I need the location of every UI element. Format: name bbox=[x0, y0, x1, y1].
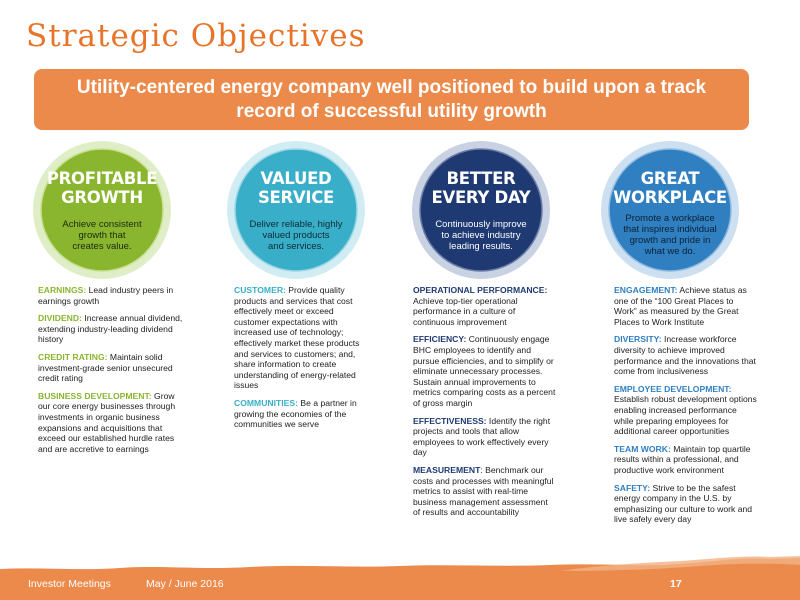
column-better-every-day bbox=[413, 285, 556, 525]
badge-title: BETTER EVERY DAY bbox=[431, 169, 531, 207]
badge-subtitle: Deliver reliable, highly valued products and services. bbox=[249, 219, 343, 252]
badge-circle-blue bbox=[600, 140, 740, 280]
badge-title: VALUED SERVICE bbox=[257, 169, 335, 207]
badge-subtitle: Promote a workplace that inspires individual growth and pride in what we do. bbox=[623, 213, 717, 257]
objective-item: COMMUNITIES: Be a partner in growing the economies of the communities we serve bbox=[234, 397, 357, 430]
objective-item: ENGAGEMENT: Achieve status as one of the “100 Great Places to Work” as measured by the Great Places to Work Institute bbox=[614, 285, 747, 327]
banner-line-2: record of successful utility growth bbox=[236, 101, 547, 122]
objective-item: EMPLOYEE DEVELOPMENT: Establish robust development options enabling increased performance while preparing employees for additional career opportunities bbox=[614, 383, 757, 437]
badge-circle-green bbox=[32, 140, 172, 280]
objective-item: DIVIDEND: Increase annual dividend, extending industry-leading dividend history bbox=[38, 313, 183, 345]
objective-item: EFFICIENCY: Continuously engage BHC employees to identify and pursue efficiencies, and to simplify or eliminate unnecessary processes. Sustain annual improvements to metrics comparing costs as a percent of gross margin bbox=[413, 334, 556, 408]
page-number: 17 bbox=[670, 578, 682, 590]
column-valued-service bbox=[234, 285, 366, 437]
badge-title: GREAT WORKPLACE bbox=[613, 169, 727, 207]
objective-item: BUSINESS DEVELOPMENT: Grow our core energy businesses through investments in organic business expansions and acquisitions that exceed our established hurdle rates and are accretive to earnings bbox=[38, 390, 176, 454]
objective-item: MEASUREMENT: Benchmark our costs and processes with meaningful metrics to assist with real-time business management assessment of results and accountability bbox=[413, 464, 554, 518]
objective-item: SAFETY: Strive to be the safest energy company in the U.S. by emphasizing our culture to work and live safely every day bbox=[614, 482, 753, 525]
objective-item: CUSTOMER: Provide quality products and services that cost effectively meet or exceed customer expectations with increased use of technology; effectively market these products and services to customers; and, share information to create understanding of energy-related issues bbox=[234, 285, 360, 391]
footer-event: Investor Meetings bbox=[28, 578, 111, 590]
badge-profitable-growth bbox=[32, 140, 172, 280]
objective-item: EARNINGS: Lead industry peers in earnings growth bbox=[38, 285, 174, 306]
objective-item: DIVERSITY: Increase workforce diversity to achieve improved performance and the innovations that come from inclusiveness bbox=[614, 334, 756, 377]
headline-banner bbox=[34, 69, 749, 130]
badge-subtitle: Continuously improve to achieve industry leading results. bbox=[435, 219, 527, 252]
objective-item: OPERATIONAL PERFORMANCE: Achieve top-tier operational performance in a culture of continuous improvement bbox=[413, 285, 548, 327]
badge-great-workplace bbox=[600, 140, 740, 280]
badge-valued-service bbox=[226, 140, 366, 280]
badge-title: PROFITABLE GROWTH bbox=[46, 169, 158, 207]
objective-item: TEAM WORK: Maintain top quartile results within a professional, and productive work environment bbox=[614, 443, 751, 475]
footer-date: May / June 2016 bbox=[146, 578, 224, 590]
column-great-workplace bbox=[614, 285, 757, 532]
badge-circle-teal bbox=[226, 140, 366, 280]
column-profitable-growth bbox=[38, 285, 186, 461]
objective-item: CREDIT RATING: Maintain solid investment-grade senior unsecured credit rating bbox=[38, 351, 173, 384]
banner-line-1: Utility-centered energy company well positioned to build upon a track bbox=[76, 77, 707, 98]
objective-item: EFFECTIVENESS: Identify the right projects and tools that allow employees to work effectively every day bbox=[413, 415, 551, 458]
badge-subtitle: Achieve consistent growth that creates value. bbox=[62, 219, 142, 252]
page-title: Strategic Objectives bbox=[26, 18, 366, 54]
badge-circle-navy bbox=[411, 140, 551, 280]
badge-better-every-day bbox=[411, 140, 551, 280]
